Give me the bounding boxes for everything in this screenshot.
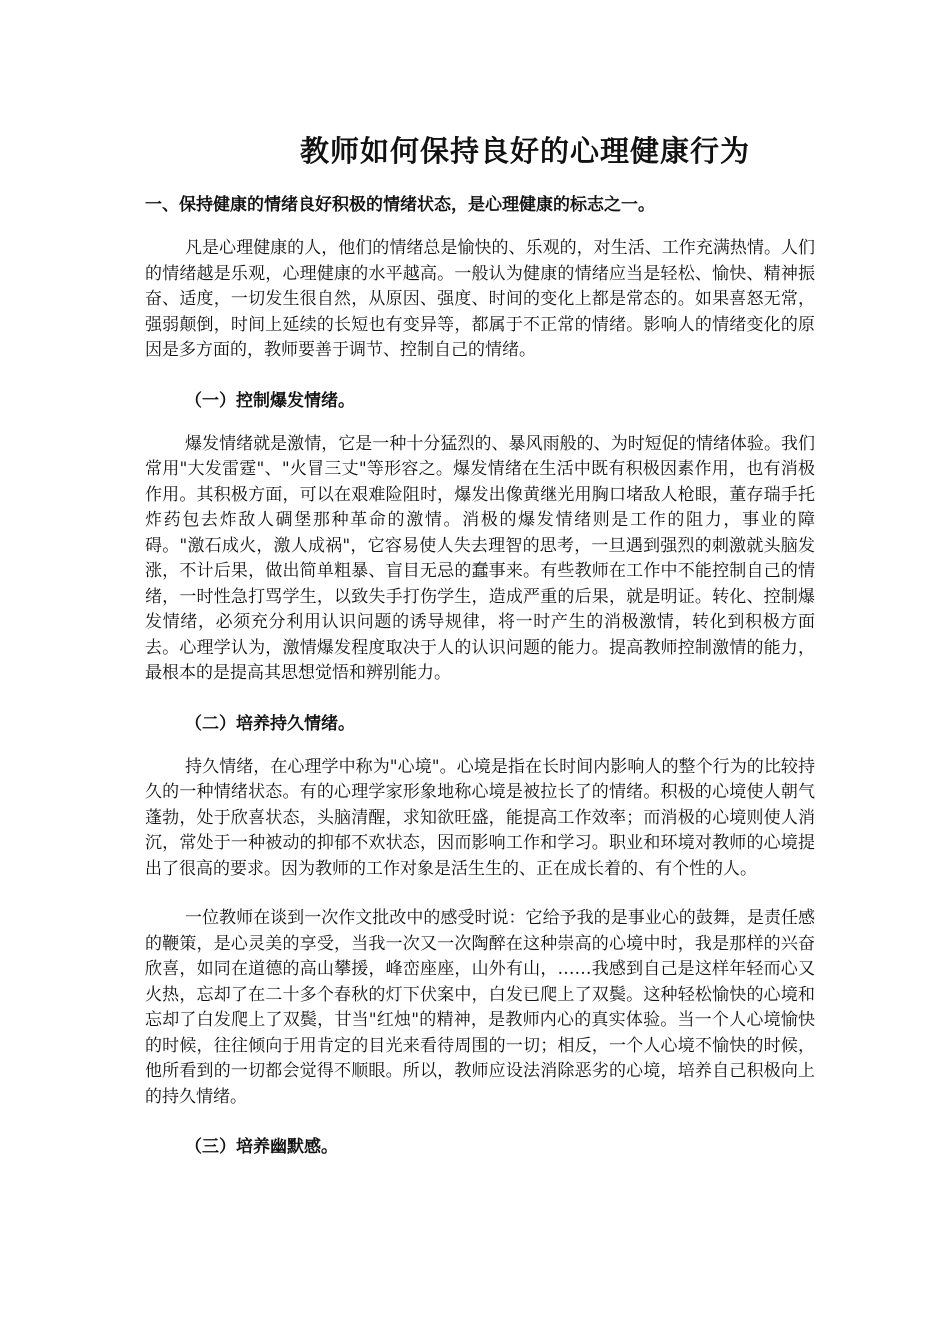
section-heading-1: 一、保持健康的情绪良好积极的情绪状态，是心理健康的标志之一。 (145, 195, 655, 215)
document-body (145, 192, 815, 1178)
document-title: 教师如何保持良好的心理健康行为 (300, 134, 751, 168)
paragraph-section1: 凡是心理健康的人，他们的情绪总是愉快的、乐观的，对生活、工作充满热情。人们的情绪越是乐观，心理健康的水平越高。一般认为健康的情绪应当是轻松、愉快、精神振奋、适度，一切发生很自然，从原因、强度、时间的变化上都是常态的。如果喜怒无常，强弱颠倒，时间上延续的长短也有变异等，都属于不正常的情绪。影响人的情绪变化的原因是多方面的，教师要善于调节、控制自己的情绪。 (145, 238, 815, 360)
subheading-3: （三）培养幽默感。 (185, 1137, 338, 1157)
subheading-1: （一）控制爆发情绪。 (185, 390, 355, 411)
subheading-2: （二）培养持久情绪。 (185, 713, 355, 734)
paragraph-sub1: 爆发情绪就是激情，它是一种十分猛烈的、暴风雨般的、为时短促的情绪体验。我们常用"大发雷霆"、"火冒三丈"等形容之。爆发情绪在生活中既有积极因素作用，也有消极作用。其积极方面，可以在艰难险阻时，爆发出像黄继光用胸口堵敌人枪眼，董存瑞手托炸药包去炸敌人碉堡那种革命的激情。消极的爆发情绪则是工作的阻力，事业的障碍。"激石成火，激人成祸"，它容易使人失去理智的思考，一旦遇到强烈的刺激就头脑发涨，不计后果，做出简单粗暴、盲目无忌的蠢事来。有些教师在工作中不能控制自己的情绪，一时性急打骂学生，以致失手打伤学生，造成严重的后果，就是明证。转化、控制爆发情绪，必须充分利用认识问题的诱导规律，将一时产生的消极激情，转化到积极方面去。心理学认为，激情爆发程度取决于人的认识问题的能力。提高教师控制激情的能力，最根本的是提高其思想觉悟和辨别能力。 (145, 433, 815, 683)
paragraph-sub2-a: 持久情绪，在心理学中称为"心境"。心境是指在长时间内影响人的整个行为的比较持久的一种情绪状态。有的心理学家形象地称心境是被拉长了的情绪。积极的心境使人朝气蓬勃，处于欣喜状态，头脑清醒，求知欲旺盛，能提高工作效率；而消极的心境则使人消沉，常处于一种被动的抑郁不欢状态，因而影响工作和学习。职业和环境对教师的心境提出了很高的要求。因为教师的工作对象是活生生的、正在成长着的、有个性的人。 (145, 756, 815, 879)
paragraph-sub2-b: 一位教师在谈到一次作文批改中的感受时说：它给予我的是事业心的鼓舞，是责任感的鞭策，是心灵美的享受，当我一次又一次陶醉在这种崇高的心境中时，我是那样的兴奋欣喜，如同在道德的高山攀援，峰峦座座，山外有山，……我感到自己是这样年轻而心又火热，忘却了在二十多个春秋的灯下伏案中，白发已爬上了双鬓。这种轻松愉快的心境和忘却了白发爬上了双鬓，甘当"红烛"的精神，是教师内心的真实体验。当一个人心境愉快的时候，往往倾向于用肯定的目光来看待周围的一切；相反，一个人心境不愉快的时候，他所看到的一切都会觉得不顺眼。所以，教师应设法消除恶劣的心境，培养自己积极向上的持久情绪。 (145, 908, 815, 1107)
